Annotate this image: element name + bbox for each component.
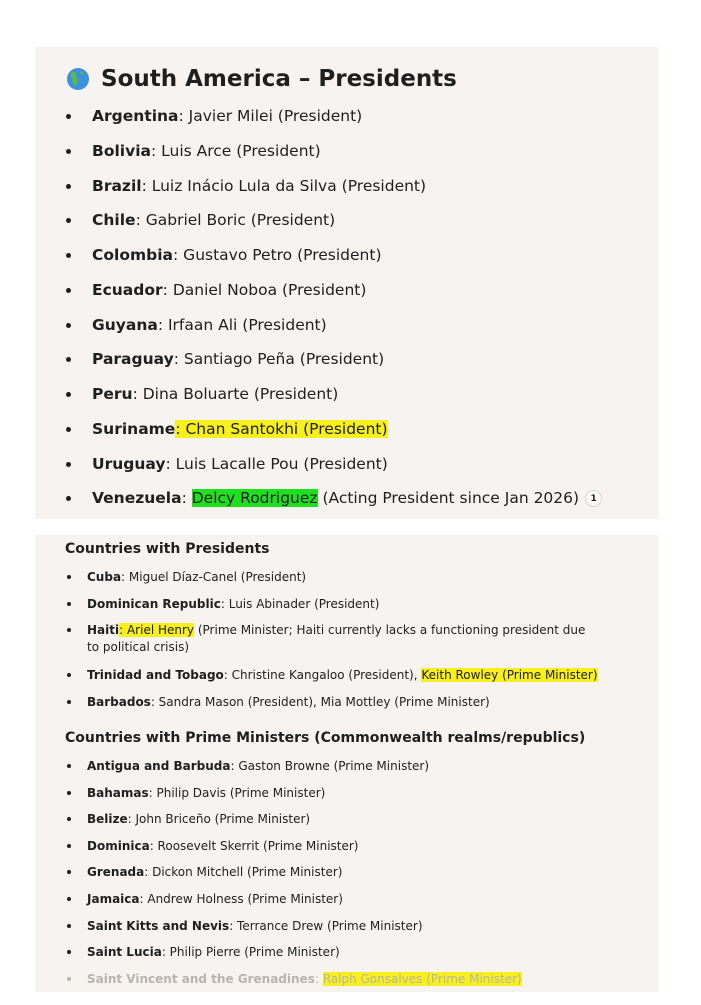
bullet bbox=[66, 288, 71, 293]
separator: : bbox=[135, 211, 141, 229]
bullet bbox=[67, 791, 71, 795]
leader-text: : Andrew Holness (Prime Minister) bbox=[139, 892, 343, 906]
separator: : bbox=[173, 350, 179, 368]
highlight-yellow bbox=[175, 420, 387, 438]
bullet bbox=[66, 253, 71, 258]
bullet bbox=[66, 496, 71, 501]
country-name: Belize bbox=[87, 812, 128, 826]
country-name: Colombia bbox=[92, 246, 174, 264]
country-name: Dominican Republic bbox=[87, 597, 221, 611]
section-title-text: South America – Presidents bbox=[101, 66, 457, 92]
separator: : bbox=[165, 455, 171, 473]
country-name: Brazil bbox=[92, 177, 142, 195]
leader-text: : Roosevelt Skerrit (Prime Minister) bbox=[149, 839, 359, 853]
footnote-badge[interactable]: 1 bbox=[585, 490, 602, 507]
country-name: Bahamas bbox=[87, 786, 149, 800]
country-name: Bolivia bbox=[92, 142, 151, 160]
leader-text: : Christine Kangaloo (President), bbox=[223, 668, 422, 682]
country-name: Cuba bbox=[87, 570, 122, 584]
leader-text: Dina Boluarte (President) bbox=[137, 385, 339, 403]
bullet bbox=[67, 575, 71, 579]
leader-text: : Miguel Díaz-Canel (President) bbox=[121, 570, 307, 584]
leader-text-continued: to political crisis) bbox=[87, 640, 190, 654]
country-name: Uruguay bbox=[92, 455, 166, 473]
highlight-yellow bbox=[119, 623, 194, 637]
country-name: Antigua and Barbuda bbox=[87, 759, 231, 773]
bullet bbox=[67, 897, 71, 901]
leader-text: : John Briceño (Prime Minister) bbox=[127, 812, 311, 826]
country-name: Peru bbox=[92, 385, 133, 403]
separator: : bbox=[157, 316, 164, 334]
presidents-heading: Countries with Presidents bbox=[65, 541, 270, 557]
leader-text: : Gaston Browne (Prime Minister) bbox=[230, 759, 430, 773]
leader-text: Luis Arce (President) bbox=[156, 142, 321, 160]
bullet bbox=[66, 114, 71, 119]
separator: : bbox=[141, 177, 147, 195]
country-name: Barbados bbox=[87, 695, 151, 709]
leader-text: (Acting President since Jan 2026) bbox=[317, 489, 580, 507]
bullet bbox=[67, 673, 71, 677]
country-name: Saint Kitts and Nevis bbox=[87, 919, 230, 933]
country-name: Haiti bbox=[87, 623, 120, 637]
leader-text: : Philip Davis (Prime Minister) bbox=[148, 786, 326, 800]
bullet bbox=[66, 392, 71, 397]
highlight-yellow: Keith Rowley (Prime Minister) bbox=[421, 668, 598, 682]
leader-text: Javier Milei (President) bbox=[183, 107, 363, 125]
separator: : bbox=[173, 246, 179, 264]
bullet bbox=[66, 357, 71, 362]
leader-text: Santiago Peña (President) bbox=[178, 350, 385, 368]
country-name: Saint Vincent and the Grenadines bbox=[87, 972, 315, 986]
country-name: Suriname bbox=[92, 420, 176, 438]
separator: : bbox=[178, 107, 184, 125]
leader-text: Irfaan Ali (President) bbox=[163, 316, 327, 334]
section-title bbox=[66, 64, 457, 94]
bullet bbox=[66, 323, 71, 328]
bullet bbox=[67, 628, 71, 632]
leader-text: Gustavo Petro (President) bbox=[178, 246, 382, 264]
country-name: Grenada bbox=[87, 865, 145, 879]
leader-text: Luis Lacalle Pou (President) bbox=[170, 455, 388, 473]
leader-text: : Dickon Mitchell (Prime Minister) bbox=[144, 865, 343, 879]
highlight-green: Delcy Rodriguez bbox=[191, 489, 318, 507]
bullet bbox=[67, 977, 71, 981]
bullet bbox=[66, 184, 71, 189]
bullet bbox=[66, 462, 71, 467]
leader-text: : Sandra Mason (President), Mia Mottley (Prime Minister) bbox=[150, 695, 490, 709]
bullet bbox=[67, 602, 71, 606]
leader-text: Chan Santokhi (President) bbox=[180, 420, 388, 438]
bullet bbox=[66, 427, 71, 432]
caribbean-card bbox=[35, 535, 659, 992]
leader-text: : Philip Pierre (Prime Minister) bbox=[161, 945, 340, 959]
bullet bbox=[67, 700, 71, 704]
bullet bbox=[67, 844, 71, 848]
separator: : bbox=[132, 385, 138, 403]
separator: : bbox=[181, 489, 192, 507]
country-name: Dominica bbox=[87, 839, 150, 853]
leader-text: : Terrance Drew (Prime Minister) bbox=[229, 919, 423, 933]
separator: : bbox=[150, 142, 157, 160]
leader-text: Luiz Inácio Lula da Silva (President) bbox=[146, 177, 427, 195]
south-america-card bbox=[35, 47, 659, 519]
country-name: Guyana bbox=[92, 316, 158, 334]
country-name: Argentina bbox=[92, 107, 179, 125]
bullet bbox=[67, 870, 71, 874]
country-name: Chile bbox=[92, 211, 136, 229]
bullet bbox=[66, 218, 71, 223]
separator: : bbox=[162, 281, 168, 299]
bullet bbox=[67, 924, 71, 928]
leader-text: Daniel Noboa (President) bbox=[167, 281, 367, 299]
bullet bbox=[67, 817, 71, 821]
country-name: Jamaica bbox=[87, 892, 140, 906]
country-name: Paraguay bbox=[92, 350, 174, 368]
highlight-yellow: Ralph Gonsalves (Prime Minister) bbox=[322, 972, 522, 986]
separator: : bbox=[314, 972, 323, 986]
country-name: Venezuela bbox=[92, 489, 182, 507]
bullet bbox=[67, 950, 71, 954]
bullet bbox=[66, 149, 71, 154]
leader-name: Ariel Henry bbox=[126, 623, 195, 637]
leader-text: Gabriel Boric (President) bbox=[140, 211, 336, 229]
leader-text: : Luis Abinader (President) bbox=[220, 597, 380, 611]
separator: : bbox=[119, 623, 127, 637]
bullet bbox=[67, 764, 71, 768]
country-name: Saint Lucia bbox=[87, 945, 162, 959]
prime-ministers-heading: Countries with Prime Ministers (Commonwealth realms/republics) bbox=[65, 730, 586, 746]
country-name: Trinidad and Tobago bbox=[87, 668, 224, 682]
country-name: Ecuador bbox=[92, 281, 163, 299]
globe-icon bbox=[66, 67, 90, 91]
leader-text: (Prime Minister; Haiti currently lacks a functioning president due bbox=[194, 623, 586, 637]
separator: : bbox=[175, 420, 181, 438]
